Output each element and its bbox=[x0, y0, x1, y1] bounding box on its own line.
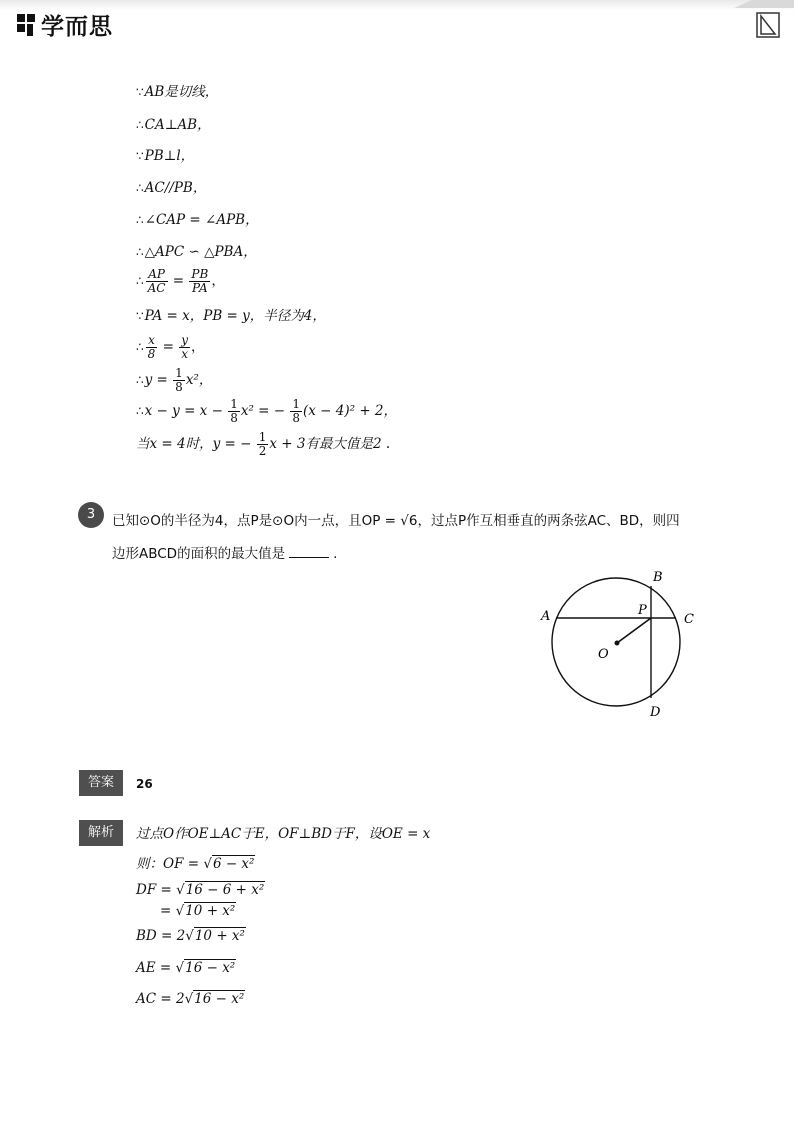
point-o bbox=[615, 641, 620, 646]
analysis-line-1: 过点O作OE⊥AC于E，OF⊥BD于F，设OE = x bbox=[136, 826, 431, 842]
analysis-line-2: 则：OF = √6 − x² bbox=[136, 856, 255, 872]
solution-line-5: ∴∠CAP = ∠APB， bbox=[136, 212, 259, 228]
answer-blank bbox=[289, 557, 329, 558]
analysis-line-7: AC = 2√16 − x² bbox=[136, 991, 245, 1007]
label-p: P bbox=[638, 603, 647, 618]
analysis-line-6: AE = √16 − x² bbox=[136, 960, 236, 976]
answer-value: 26 bbox=[136, 777, 153, 791]
logo-text: 学而思 bbox=[41, 14, 113, 40]
label-a: A bbox=[541, 609, 551, 624]
solution-line-10: ∴y = $\frac{1}{8}$ x²， bbox=[136, 366, 213, 394]
analysis-line-5: BD = 2√10 + x² bbox=[136, 928, 245, 944]
analysis-label: 解析 bbox=[79, 820, 123, 846]
brand-logo bbox=[16, 8, 113, 41]
solution-line-7: ∴ $\frac{AP}{AC}$ = $\frac{PB}{PA}$ ， bbox=[136, 267, 225, 295]
question-number-badge: 3 bbox=[78, 502, 104, 528]
logo-mark-icon bbox=[16, 12, 38, 38]
solution-line-6: ∴△APC ∽ △PBA， bbox=[136, 244, 257, 260]
segment-op bbox=[617, 618, 651, 643]
label-d: D bbox=[650, 705, 661, 720]
label-c: C bbox=[684, 612, 694, 627]
question-text-line-1: 已知⊙O的半径为4，点P是⊙O内一点，且OP = √6，过点P作互相垂直的两条弦AC、BD，则四 bbox=[112, 513, 680, 529]
solution-line-3: ∵PB⊥l， bbox=[136, 148, 195, 164]
solution-line-4: ∴AC//PB， bbox=[136, 180, 207, 196]
answer-label: 答案 bbox=[79, 770, 123, 796]
solution-line-12: 当x = 4时，y = − $\frac{1}{2}$ x + 3有最大值是2 . bbox=[136, 430, 391, 458]
header-stripe bbox=[0, 0, 794, 10]
solution-line-11: ∴x − y = x − $\frac{1}{8}$ x² = − $\frac{1}{8}$ (x − 4)² + 2， bbox=[136, 397, 398, 425]
analysis-line-3: DF = √16 − 6 + x² bbox=[136, 882, 265, 898]
solution-line-9: ∴ $\frac{x}{8}$ = $\frac{y}{x}$ ， bbox=[136, 333, 205, 361]
question-text-line-2: 边形ABCD的面积的最大值是 . bbox=[112, 546, 338, 562]
label-o: O bbox=[598, 647, 609, 662]
circle-figure bbox=[536, 562, 706, 722]
ruler-triangle-icon bbox=[756, 12, 780, 38]
analysis-line-4: = √10 + x² bbox=[160, 903, 236, 919]
solution-line-1: ∵AB是切线， bbox=[136, 84, 219, 100]
solution-line-8: ∵PA = x，PB = y，半径为4， bbox=[136, 308, 326, 324]
label-b: B bbox=[653, 570, 663, 585]
solution-line-2: ∴CA⊥AB， bbox=[136, 117, 211, 133]
